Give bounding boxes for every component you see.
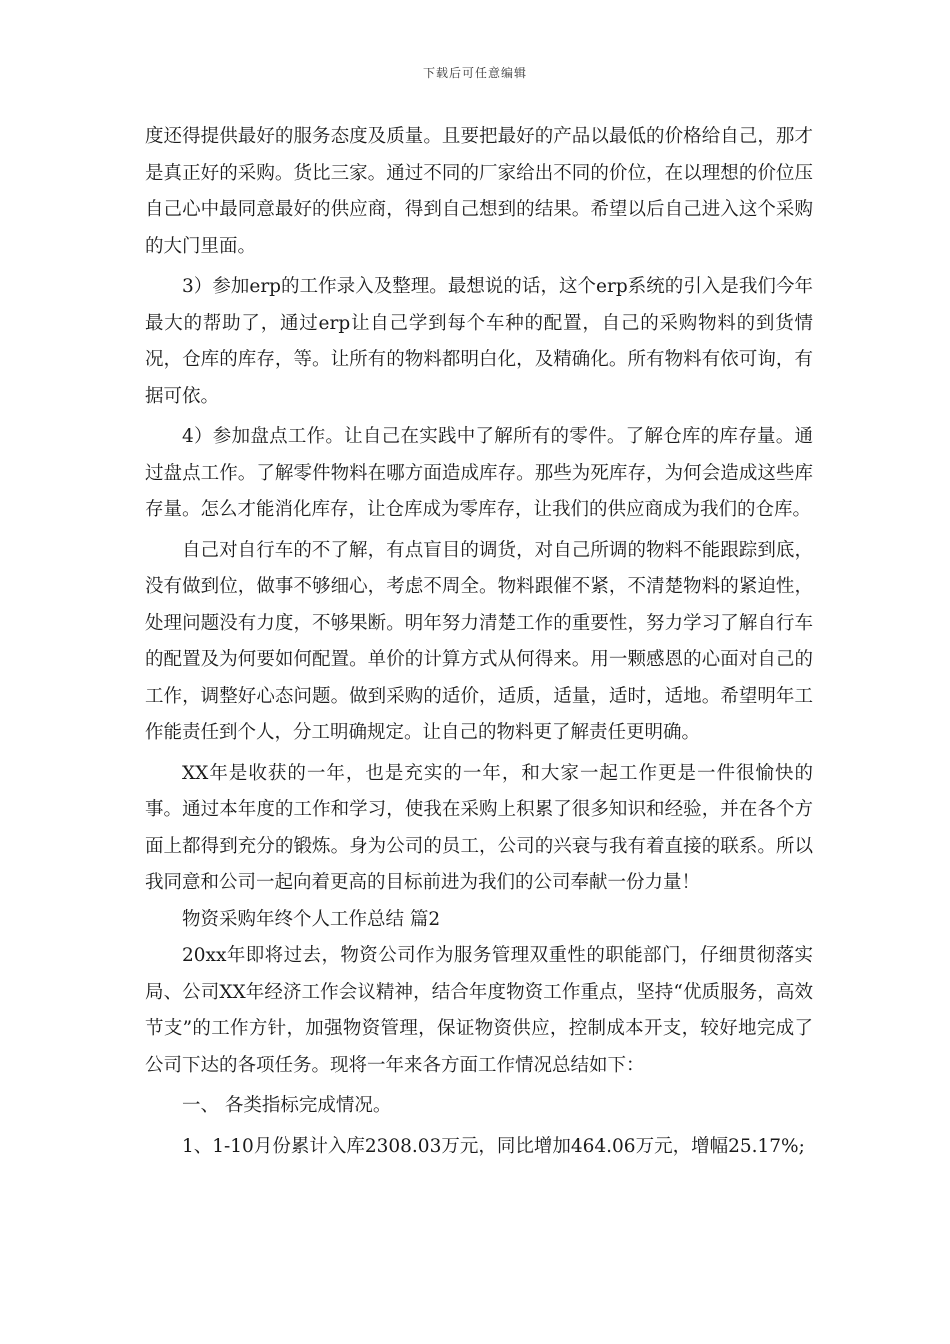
paragraph-part2-intro: 20xx年即将过去，物资公司作为服务管理双重性的职能部门，仔细贯彻落实局、公司XX年经济工作会议精神，结合年度物资工作重点，坚持“优质服务，高效节支”的工作方针，加强物资管理，保证物资供应，控制成本开支，较好地完成了公司下达的各项任务。现将一年来各方面工作情况总结如下：	[145, 945, 813, 1076]
paragraph-procurement-quality: 度还得提供最好的服务态度及质量。且要把最好的产品以最低的价格给自己，那才是真正好的采购。货比三家。通过不同的厂家给出不同的价位，在以理想的价位压自己心中最同意最好的供应商，得到自己想到的结果。希望以后自己进入这个采购的大门里面。	[145, 126, 813, 257]
document-body	[145, 119, 813, 1165]
paragraph-self-review: 自己对自行车的不了解，有点盲目的调货，对自己所调的物料不能跟踪到底，没有做到位，做事不够细心，考虑不周全。物料跟催不紧，不清楚物料的紧迫性，处理问题没有力度，不够果断。明年努力清楚工作的重要性，努力学习了解自行车的配置及为何要如何配置。单价的计算方式从何得来。用一颗感恩的心面对自己的工作，调整好心态问题。做到采购的适价，适质，适量，适时，适地。希望明年工作能责任到个人，分工明确规定。让自己的物料更了解责任更明确。	[145, 539, 813, 743]
paragraph-erp-entry: 3）参加erp的工作录入及整理。最想说的话，这个erp系统的引入是我们今年最大的帮助了，通过erp让自己学到每个车种的配置，自己的采购物料的到货情况，仓库的库存，等。让所有的物料都明白化，及精确化。所有物料有依可询，有据可依。	[145, 276, 813, 407]
paragraph-indicator-1: 1、1-10月份累计入库2308.03万元，同比增加464.06万元，增幅25.17%;	[182, 1135, 805, 1157]
paragraph-inventory-check: 4）参加盘点工作。让自己在实践中了解所有的零件。了解仓库的库存量。通过盘点工作。了解零件物料在哪方面造成库存。那些为死库存，为何会造成这些库存量。怎么才能消化库存，让仓库成为零库存，让我们的供应商成为我们的仓库。	[145, 426, 813, 520]
section-heading-indicators: 一、 各类指标完成情况。	[182, 1095, 392, 1116]
page-header: 下载后可任意编辑	[422, 66, 527, 80]
paragraph-year-summary: XX年是收获的一年，也是充实的一年，和大家一起工作更是一件很愉快的事。通过本年度的工作和学习，使我在采购上积累了很多知识和经验，并在各个方面上都得到充分的锻炼。身为公司的员工，公司的兴衰与我有着直接的联系。所以我同意和公司一起向着更高的目标前进为我们的公司奉献一份力量！	[145, 762, 813, 893]
section-title-part2: 物资采购年终个人工作总结 篇2	[182, 908, 441, 930]
